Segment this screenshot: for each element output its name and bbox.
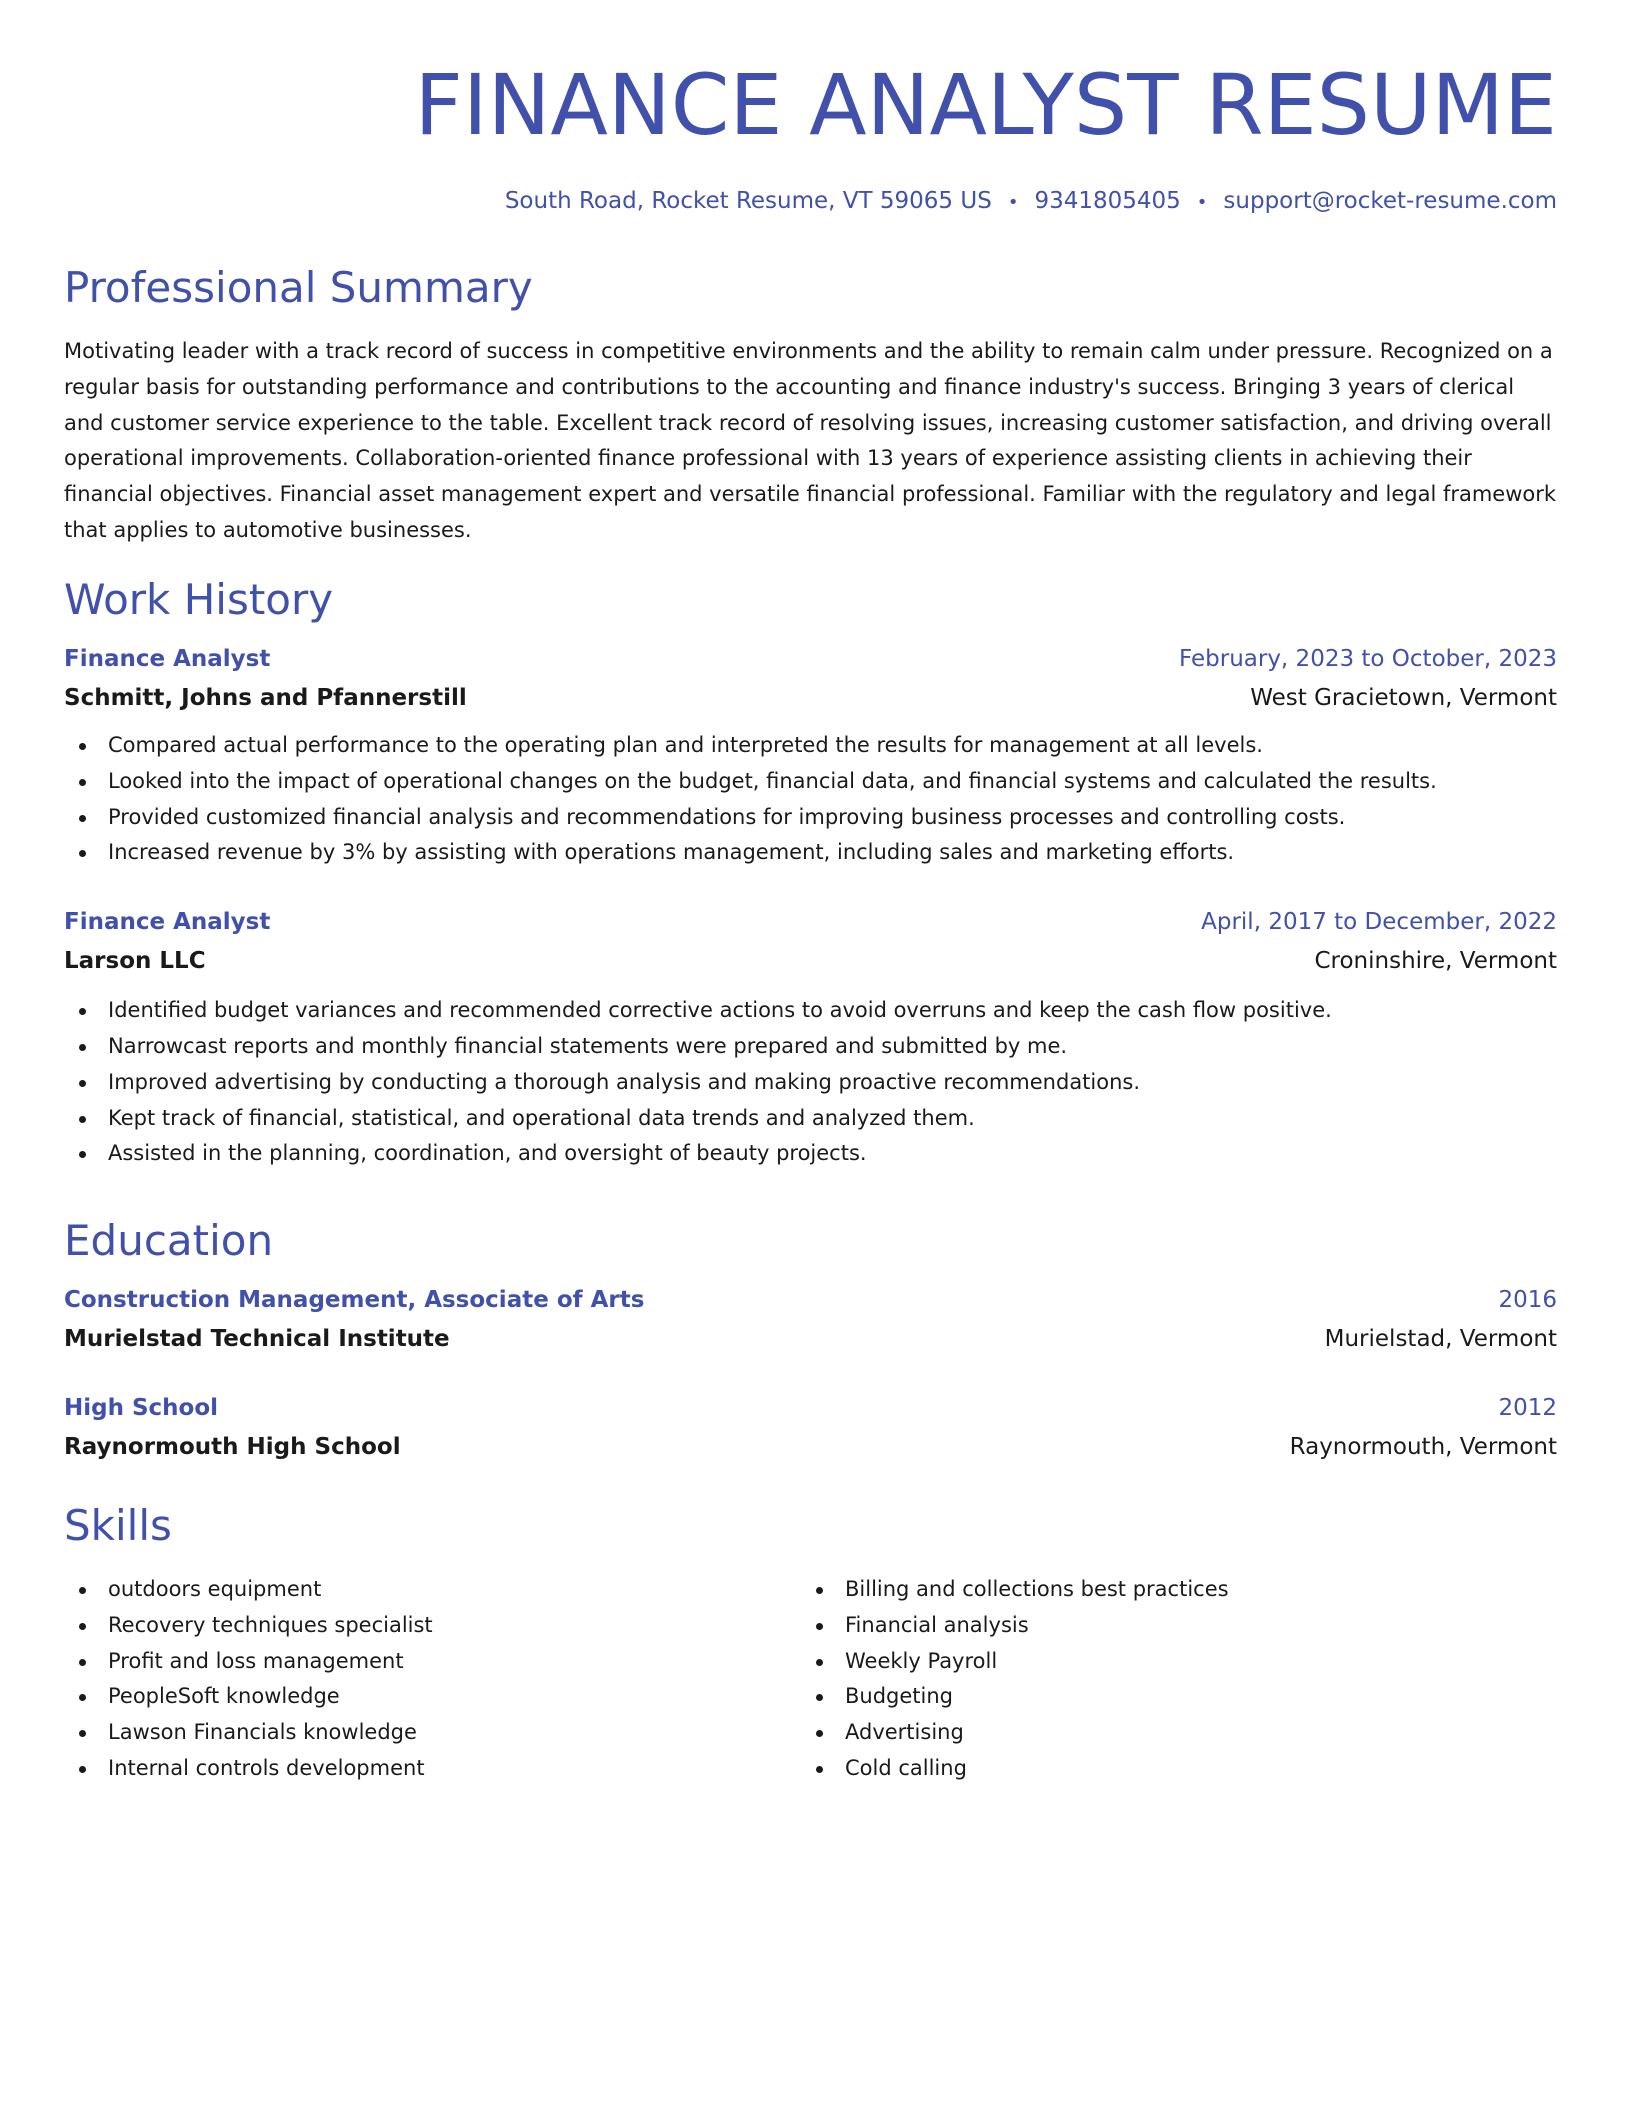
job-bullet-text: Assisted in the planning, coordination, and oversight of beauty projects. bbox=[108, 1141, 867, 1166]
skill-item bbox=[64, 1751, 801, 1787]
education-degree-row bbox=[64, 1389, 1557, 1427]
work-history-section bbox=[64, 574, 1557, 1172]
job-dates: April, 2017 to December, 2022 bbox=[1201, 909, 1557, 936]
skill-item bbox=[801, 1608, 1538, 1644]
job-bullet bbox=[64, 764, 1557, 800]
bullet-icon bbox=[79, 1044, 86, 1051]
skills-list-left bbox=[64, 1572, 801, 1787]
contact-address: South Road, Rocket Resume, VT 59065 US bbox=[504, 188, 992, 214]
education-location: Raynormouth, Vermont bbox=[1289, 1434, 1557, 1460]
job-bullet bbox=[64, 835, 1557, 871]
job-company: Larson LLC bbox=[64, 948, 206, 975]
skill-item bbox=[801, 1751, 1538, 1787]
job-bullet-text: Compared actual performance to the operating plan and interpreted the results for management at all levels. bbox=[108, 733, 1263, 757]
bullet-icon bbox=[816, 1694, 823, 1701]
job-title-row bbox=[64, 903, 1557, 941]
bullet-icon bbox=[79, 1730, 86, 1737]
skill-text: Internal controls development bbox=[108, 1755, 425, 1780]
education-school: Raynormouth High School bbox=[64, 1434, 401, 1460]
resume-page bbox=[64, 0, 1557, 1780]
resume-title: FINANCE ANALYST RESUME bbox=[414, 56, 1557, 154]
skill-text: outdoors equipment bbox=[108, 1577, 322, 1601]
contact-phone: 9341805405 bbox=[1034, 188, 1181, 214]
skill-text: Weekly Payroll bbox=[845, 1648, 998, 1673]
skill-item bbox=[64, 1608, 801, 1644]
skills-columns bbox=[64, 1572, 1557, 1787]
contact-email: support@rocket-resume.com bbox=[1223, 188, 1557, 214]
section-heading-education: Education bbox=[64, 1216, 274, 1265]
bullet-icon bbox=[79, 1623, 86, 1630]
job-bullet bbox=[64, 800, 1557, 836]
bullet-icon bbox=[79, 1694, 86, 1701]
job-company-row bbox=[64, 941, 1557, 981]
education-degree: High School bbox=[64, 1395, 219, 1421]
education-section bbox=[64, 1215, 1557, 1467]
bullet-icon bbox=[79, 1766, 86, 1773]
contact-separator: • bbox=[1007, 192, 1019, 213]
job-bullet bbox=[64, 1136, 1557, 1172]
job-location: Croninshire, Vermont bbox=[1314, 948, 1557, 975]
bullet-icon bbox=[816, 1730, 823, 1737]
bullet-icon bbox=[816, 1659, 823, 1666]
bullet-icon bbox=[816, 1623, 823, 1630]
job-bullet bbox=[64, 993, 1557, 1029]
skill-text: Recovery techniques specialist bbox=[108, 1612, 433, 1637]
skills-list-right bbox=[801, 1572, 1538, 1787]
contact-line bbox=[64, 186, 1557, 218]
skill-item bbox=[801, 1644, 1538, 1680]
skill-text: Profit and loss management bbox=[108, 1648, 404, 1673]
education-year: 2016 bbox=[1498, 1287, 1557, 1313]
job-bullet bbox=[64, 1065, 1557, 1101]
education-entry bbox=[64, 1281, 1557, 1359]
section-heading-skills: Skills bbox=[64, 1501, 172, 1550]
education-entry bbox=[64, 1389, 1557, 1467]
bullet-icon bbox=[816, 1766, 823, 1773]
contact-separator: • bbox=[1196, 192, 1208, 213]
job-bullet bbox=[64, 728, 1557, 764]
education-year: 2012 bbox=[1498, 1395, 1557, 1421]
skill-item bbox=[801, 1679, 1538, 1715]
job-bullet-text: Improved advertising by conducting a thorough analysis and making proactive recommendations. bbox=[108, 1069, 1141, 1094]
job-bullet bbox=[64, 1029, 1557, 1065]
skills-section bbox=[64, 1500, 1557, 1787]
education-school-row bbox=[64, 1319, 1557, 1359]
job-location: West Gracietown, Vermont bbox=[1250, 685, 1557, 711]
bullet-icon bbox=[79, 779, 86, 786]
job-entry bbox=[64, 903, 1557, 1172]
bullet-icon bbox=[79, 1080, 86, 1087]
job-bullet-text: Looked into the impact of operational changes on the budget, financial data, and financial systems and calculated the results. bbox=[108, 768, 1437, 793]
skill-text: PeopleSoft knowledge bbox=[108, 1684, 340, 1709]
education-location: Murielstad, Vermont bbox=[1324, 1326, 1557, 1352]
job-title-row bbox=[64, 640, 1557, 678]
job-bullet-text: Identified budget variances and recommended corrective actions to avoid overruns and keep the cash flow positive. bbox=[108, 998, 1332, 1023]
job-bullet-list bbox=[64, 993, 1557, 1172]
bullet-icon bbox=[79, 815, 86, 822]
summary-section bbox=[64, 262, 1557, 549]
skill-text: Billing and collections best practices bbox=[845, 1577, 1229, 1601]
skill-text: Financial analysis bbox=[845, 1612, 1029, 1637]
job-title: Finance Analyst bbox=[64, 646, 271, 672]
skill-item bbox=[64, 1715, 801, 1751]
education-school: Murielstad Technical Institute bbox=[64, 1326, 450, 1352]
job-bullet-list bbox=[64, 728, 1557, 871]
skill-text: Advertising bbox=[845, 1720, 964, 1745]
bullet-icon bbox=[79, 1008, 86, 1015]
job-bullet-text: Provided customized financial analysis and recommendations for improving business processes and controlling costs. bbox=[108, 804, 1346, 829]
education-degree-row bbox=[64, 1281, 1557, 1319]
skill-item bbox=[801, 1715, 1538, 1751]
summary-text: Motivating leader with a track record of success in competitive environments and the ability to remain calm under pressure. Recognized on a regular basis for outstanding performance and contributions to the accounting and finance industry's success. Bringing 3 years of clerical and customer service experience to the table. Excellent track record of resolving issues, increasing customer satisfaction, and driving overall operational improvements. Collaboration-oriented finance professional with 13 years of experience assisting clients in achieving their financial objectives. Financial asset management expert and versatile financial professional. Familiar with the regulatory and legal framework that applies to automotive businesses. bbox=[64, 339, 1557, 542]
education-school-row bbox=[64, 1427, 1557, 1467]
job-bullet-text: Narrowcast reports and monthly financial statements were prepared and submitted by me. bbox=[108, 1033, 1068, 1058]
job-bullet-text: Increased revenue by 3% by assisting with operations management, including sales and marketing efforts. bbox=[108, 840, 1235, 865]
bullet-icon bbox=[79, 1116, 86, 1123]
bullet-icon bbox=[79, 1659, 86, 1666]
job-title: Finance Analyst bbox=[64, 909, 271, 936]
job-bullet-text: Kept track of financial, statistical, and operational data trends and analyzed them. bbox=[108, 1105, 975, 1130]
education-degree: Construction Management, Associate of Arts bbox=[64, 1287, 645, 1313]
job-company: Schmitt, Johns and Pfannerstill bbox=[64, 685, 467, 711]
bullet-icon bbox=[79, 1587, 86, 1594]
skill-item bbox=[64, 1679, 801, 1715]
skill-item bbox=[64, 1644, 801, 1680]
job-bullet bbox=[64, 1101, 1557, 1137]
section-heading-work-history: Work History bbox=[64, 575, 334, 624]
skill-item bbox=[64, 1572, 801, 1608]
bullet-icon bbox=[79, 1151, 86, 1158]
job-company-row bbox=[64, 678, 1557, 718]
section-heading-summary: Professional Summary bbox=[64, 263, 533, 312]
skill-item bbox=[801, 1572, 1538, 1608]
job-dates: February, 2023 to October, 2023 bbox=[1179, 646, 1557, 672]
bullet-icon bbox=[79, 743, 86, 750]
bullet-icon bbox=[79, 850, 86, 857]
bullet-icon bbox=[816, 1587, 823, 1594]
skill-text: Budgeting bbox=[845, 1684, 954, 1709]
skill-text: Lawson Financials knowledge bbox=[108, 1720, 417, 1745]
skill-text: Cold calling bbox=[845, 1755, 967, 1780]
job-entry bbox=[64, 640, 1557, 871]
